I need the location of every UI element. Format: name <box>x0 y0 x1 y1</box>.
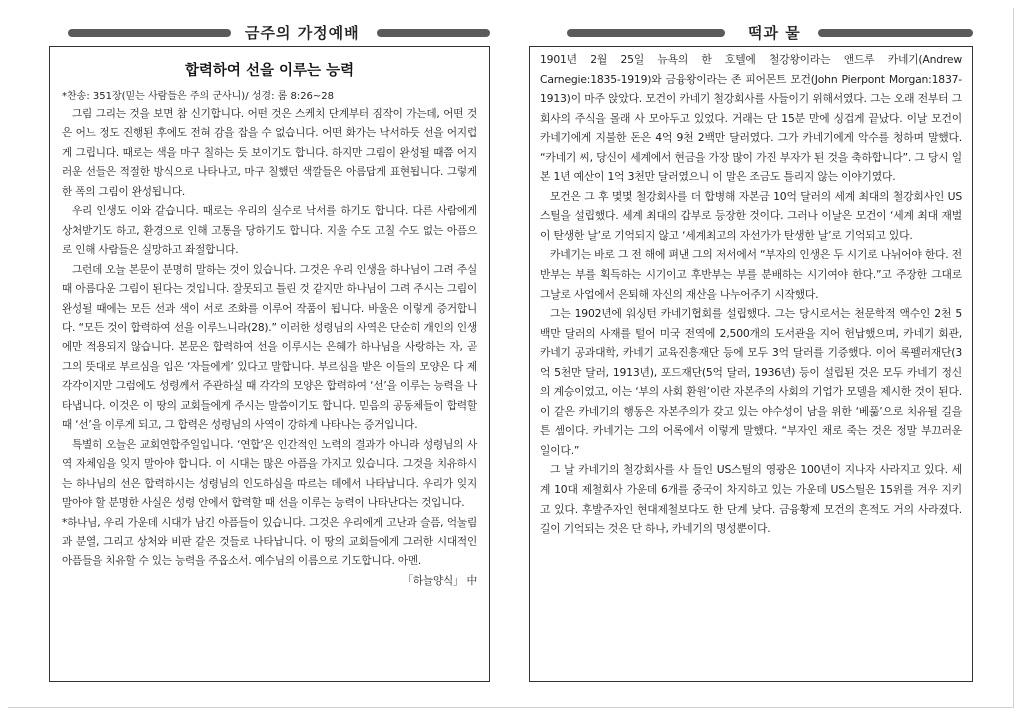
article-title: 합력하여 선을 이루는 능력 <box>184 63 355 79</box>
sermon-paragraph: 우리 인생도 이와 같습니다. 때로는 우리의 실수로 낙서를 하기도 합니다. 다른 사람에게 상처받기도 하고, 환경으로 인해 고통을 당하기도 합니다. 지울 수도 고칠 수도 없는 아픔으로 인해 사람들은 실망하고 좌절합니다. <box>62 205 477 257</box>
essay-paragraph: 카네기는 바로 그 전 해에 펴낸 그의 저서에서 “부자의 인생은 두 시기로 나뉘어야 한다. 전반부는 부를 획득하는 시기이고 후반부는 부를 분배하는 시기여야 한다.”고 주장한 그대로 그날로 사업에서 은퇴해 자신의 재산을 나누어주기 시작했다. <box>540 248 962 301</box>
essay-paragraph: 그 날 카네기의 철강회사를 사 들인 US스틸의 영광은 100년이 지나자 사라지고 있다. 세계 10대 제철회사 가운데 6개를 중국이 차지하고 있는 가운데 US스틸은 15위를 겨우 지키고 있다. 후발주자인 현대제철보다도 한 단계 낮다. 금융황제 모건의 흔적도 거의 사라졌다. 길이 기억되는 것은 단 하나, 카네기의 명성뿐이다. <box>540 463 962 536</box>
left-header-bar-right <box>377 29 490 37</box>
hymn-scripture-line: *찬송: 351장(믿는 사람들은 주의 군사니)/ 성경: 롬 8:26~28 <box>62 91 335 102</box>
right-header-bar-right <box>818 29 973 37</box>
source-credit: 「하늘양식」 中 <box>402 574 477 587</box>
left-header-bar-left <box>68 29 231 37</box>
right-header-bar-left <box>567 29 725 37</box>
sermon-paragraph: 그림 그리는 것을 보면 참 신기합니다. 어떤 것은 스케치 단계부터 짐작이 가는데, 어떤 것은 어느 정도 진행된 후에도 전혀 감을 잡을 수 없습니다. 어떤 화가는 낙서하듯 선을 어지럽게 그립니다. 때로는 색을 마구 칠하는 듯 보이기도 합니다. 하지만 그림이 완성될 때쯤 어지러운 선들은 적절한 방식으로 나타나고, 마구 칠했던 색깔들은 아름답게 표현됩니다. 그렇게 한 폭의 그림이 완성됩니다. <box>62 108 477 198</box>
essay-paragraph: 그는 1902년에 워싱턴 카네기협회를 설립했다. 그는 당시로서는 천문학적 액수인 2천 5백만 달러의 사재를 털어 미국 전역에 2,500개의 도서관을 지어 헌납했으며, 카네기 회관, 카네기 공과대학, 카네기 교육진흥재단 등에 모두 3억 달러를 기증했다. 이어 록펠러재단(3억 5천만 달러, 1913년), 포드재단(5억 달러, 1936년) 등이 설립된 것은 모두 카네기 정신의 계승이었고, 이는 ‘부의 사회 환원’이란 자본주의 사회의 기업가 모델을 제시한 것이 된다. 이 같은 카네기의 행동은 자본주의가 갖고 있는 야수성이 남을 위한 ‘베풂’으로 치유될 길을 튼 셈이다. 카네기는 그의 어록에서 이렇게 말했다. “부자인 채로 죽는 것은 정말 부끄러운 일이다.” <box>540 307 962 457</box>
right-header-title: 떡과 물 <box>748 24 801 42</box>
essay-paragraph: 모건은 그 후 몇몇 철강회사를 더 합병해 자본금 10억 달러의 세계 최대의 철강회사인 US스틸을 설립했다. 세계 최대의 갑부로 등장한 것이다. 그러나 이날은 모건이 ‘세계 최대 재벌이 탄생한 날’로 기억되지 않고 ‘세계최고의 자선가가 탄생한 날’로 기억되고 있다. <box>540 189 962 242</box>
sermon-paragraph: 특별히 오늘은 교회연합주일입니다. ‘연합’은 인간적인 노력의 결과가 아니라 성령님의 사역 자체임을 잊지 말아야 합니다. 이 시대는 많은 아픔을 가지고 있습니다. 그것을 치유하시는 하나님의 선은 합력하시는 성령님의 인도하심을 따르는 데에서 나타납니다. 우리가 잊지 말아야 할 분명한 사실은 성령 안에서 합력할 때 선을 이루는 능력이 나타난다는 것입니다. <box>62 438 477 510</box>
prayer-paragraph <box>62 514 477 587</box>
sermon-paragraph: 그런데 오늘 본문이 분명히 말하는 것이 있습니다. 그것은 우리 인생을 하나님이 그려 주실 때 아름다운 그림이 된다는 것입니다. 잘못되고 틀린 것 같지만 하나님이 그려 주시는 그림이 완성될 때에는 모든 선과 색이 서로 조화를 이루어 작품이 됩니다. 바울은 이렇게 증거합니다. “모든 것이 합력하여 선을 이루느니라(28).” 이러한 성령님의 사역은 단순히 개인의 인생에만 적용되지 않습니다. 본문은 합력하여 선을 이루시는 은혜가 하나님을 사랑하는 자, 곧 그의 뜻대로 부르심을 입은 ‘자들에게’ 있다고 말합니다. 부르심을 받은 이들의 모양은 다 제각각이지만 그럼에도 성령께서 주관하실 때 각각의 모양은 합력하여 ‘선’을 이루는 능력을 나타냅니다. 이것은 이 땅의 교회들에게 주시는 말씀이기도 합니다. 믿음의 공동체들이 합력할 때 ‘선’을 이루게 되고, 그 합력은 성령님의 사역이 강하게 나타나는 증거입니다. <box>62 263 477 432</box>
left-header-title: 금주의 가정예배 <box>245 24 360 42</box>
essay-paragraph: 1901년 2월 25일 뉴욕의 한 호텔에 철강왕이라는 앤드루 카네기(Andrew Carnegie:1835-1919)와 금융왕이라는 존 피어몬트 모건(John Pierpont Morgan:1837-1913)이 마주 앉았다. 모건이 카네기 철강회사를 사들이기 위해서였다. 그는 오래 전부터 그 회사의 주식을 몰래 사 모아두고 있었다. 거래는 단 15분 만에 싱겁게 끝났다. 이날 모건이 카네기에게 지불한 돈은 4억 9천 2백만 달러였다. 그가 카네기에게 악수를 청하며 말했다. “카네기 씨, 당신이 세계에서 현금을 가장 많이 가진 부자가 된 것을 축하합니다”. 그 당시 일본 1년 예산이 1억 3천만 달러였으니 이 말은 조금도 틀리지 않는 이야기였다. <box>540 53 962 184</box>
prayer-text: *하나님, 우리 가운데 시대가 남긴 아픔들이 있습니다. 그것은 우리에게 고난과 슬픔, 억눌림과 분열, 그리고 상처와 비판 같은 것들로 나타납니다. 이 땅의 교회들에게 그러한 시대적인 아픔들을 치유할 수 있는 능력을 주옵소서. 예수님의 이름으로 기도합니다. 아멘. <box>62 516 477 568</box>
bread-and-water-panel <box>529 46 973 682</box>
family-worship-panel <box>49 46 490 682</box>
